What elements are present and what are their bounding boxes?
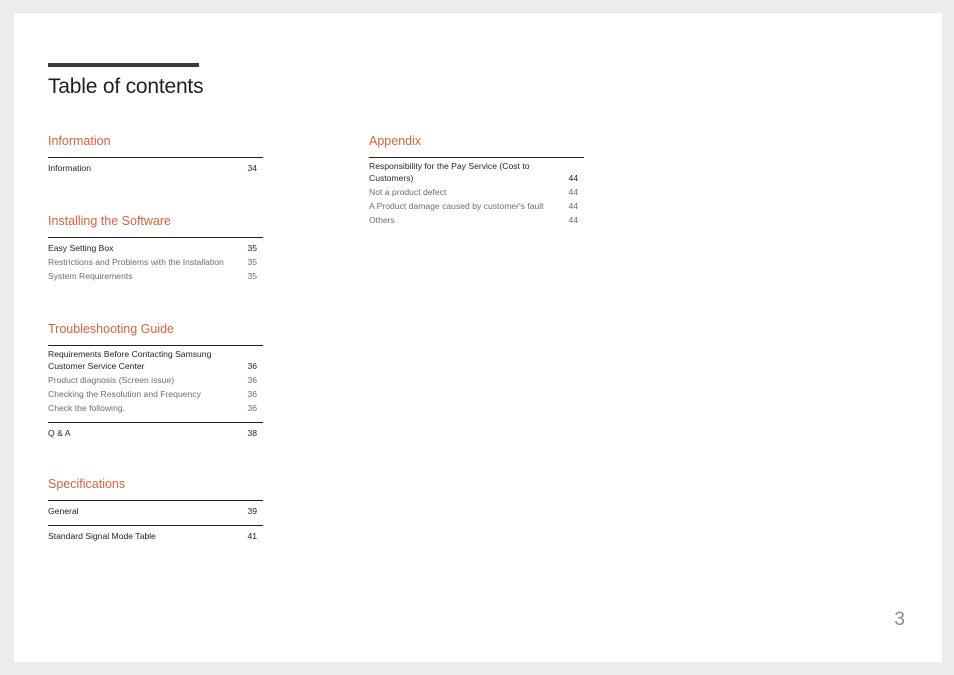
section-title: Troubleshooting Guide xyxy=(48,322,175,336)
toc-entry-page: 36 xyxy=(247,389,257,399)
toc-entry-page: 41 xyxy=(247,531,257,541)
toc-entry-label: Product diagnosis (Screen issue) xyxy=(48,375,175,385)
toc-entry[interactable] xyxy=(369,160,584,184)
section-title: Installing the Software xyxy=(48,214,171,228)
toc-section-installing-software xyxy=(48,213,263,290)
section-title: Specifications xyxy=(48,477,126,491)
toc-entry-label: Others xyxy=(369,215,395,225)
document-page xyxy=(14,13,942,662)
toc-entry-page: 34 xyxy=(247,163,257,173)
toc-entry-label: Not a product defect xyxy=(369,187,447,197)
toc-entry-page: 35 xyxy=(247,257,257,267)
toc-entry[interactable] xyxy=(48,348,263,372)
toc-entry[interactable] xyxy=(48,254,263,268)
toc-entry[interactable] xyxy=(48,268,263,282)
toc-group xyxy=(48,237,263,282)
toc-entry[interactable] xyxy=(48,400,263,414)
page-title: Table of contents xyxy=(48,75,204,98)
toc-entry-page: 39 xyxy=(247,506,257,516)
toc-entry-label: Information xyxy=(48,163,91,173)
toc-entry[interactable] xyxy=(48,386,263,400)
toc-entry-page: 36 xyxy=(247,361,257,371)
toc-entry-page: 44 xyxy=(568,173,578,183)
toc-group xyxy=(48,345,263,414)
toc-entry-page: 44 xyxy=(568,187,578,197)
toc-entry-label: Requirements Before Contacting Samsung Customer Service Center xyxy=(48,349,212,371)
toc-entry-label: Check the following. xyxy=(48,403,125,413)
toc-entry-page: 36 xyxy=(247,375,257,385)
toc-group xyxy=(48,500,263,517)
toc-entry[interactable] xyxy=(369,212,584,226)
toc-group xyxy=(48,157,263,174)
toc-entry[interactable] xyxy=(369,184,584,198)
toc-entry[interactable] xyxy=(48,503,263,517)
toc-entry-label: System Requirements xyxy=(48,271,133,281)
toc-entry[interactable] xyxy=(48,160,263,174)
toc-group xyxy=(369,157,584,226)
toc-entry-page: 38 xyxy=(247,428,257,438)
toc-entry-label: Q & A xyxy=(48,428,71,438)
toc-entry-label: Standard Signal Mode Table xyxy=(48,531,156,541)
toc-entry-page: 44 xyxy=(568,201,578,211)
toc-entry-page: 35 xyxy=(247,243,257,253)
toc-entry-label: General xyxy=(48,506,79,516)
toc-entry-label: Restrictions and Problems with the Installation xyxy=(48,257,224,267)
title-accent-bar xyxy=(48,63,199,67)
toc-entry-page: 35 xyxy=(247,271,257,281)
toc-entry-label: A Product damage caused by customer's fault xyxy=(369,201,544,211)
toc-entry[interactable] xyxy=(48,372,263,386)
toc-entry[interactable] xyxy=(48,240,263,254)
toc-entry-page: 44 xyxy=(568,215,578,225)
toc-entry[interactable] xyxy=(369,198,584,212)
toc-section-troubleshooting xyxy=(48,321,263,447)
page-number: 3 xyxy=(894,609,905,630)
toc-section-specifications xyxy=(48,476,263,550)
toc-entry-label: Easy Setting Box xyxy=(48,243,114,253)
toc-entry[interactable] xyxy=(48,528,263,542)
section-title: Information xyxy=(48,134,111,148)
toc-entry-page: 36 xyxy=(247,403,257,413)
section-title: Appendix xyxy=(369,134,422,148)
toc-section-information xyxy=(48,133,263,182)
toc-entry-label: Responsibility for the Pay Service (Cost to Customers) xyxy=(369,161,530,183)
toc-group xyxy=(48,422,263,439)
toc-entry[interactable] xyxy=(48,425,263,439)
toc-section-appendix xyxy=(369,133,584,234)
toc-group xyxy=(48,525,263,542)
toc-entry-label: Checking the Resolution and Frequency xyxy=(48,389,201,399)
